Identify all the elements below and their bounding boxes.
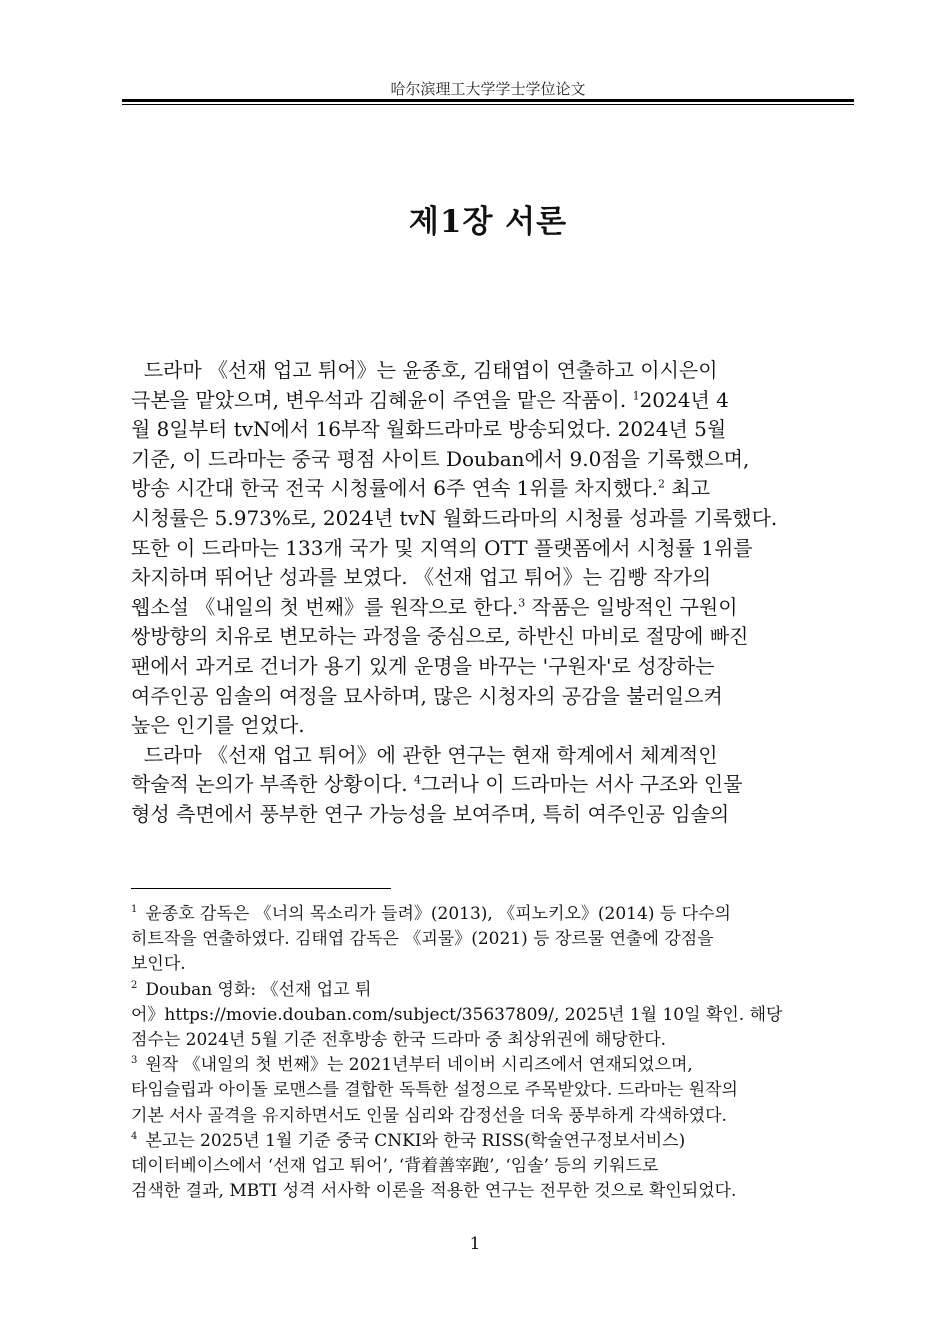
header-rule-thin	[122, 104, 854, 105]
footnote-line	[131, 927, 851, 952]
body-line-text: 형성 측면에서 풍부한 연구 가능성을 보여주며, 특히 여주인공 임솔의	[131, 801, 730, 826]
body-line	[131, 622, 851, 652]
body-line	[131, 741, 851, 771]
footnote-text: 점수는 2024년 5월 기준 전후방송 한국 드라마 중 최상위권에 해당한다.	[131, 1029, 667, 1050]
body-line-text: 여주인공 임솔의 여정을 묘사하며, 많은 시청자의 공감을 불러일으켜	[131, 683, 723, 708]
body-line	[131, 415, 851, 445]
footnote-line	[131, 1053, 851, 1078]
body-line-text-after: 그러나 이 드라마는 서사 구조와 인물	[420, 772, 743, 797]
footnote-rule	[131, 888, 391, 889]
body-line-text: 드라마 《선재 업고 튀어》는 윤종호, 김태엽이 연출하고 이시은이	[131, 358, 718, 382]
footnote-text: 히트작을 연출하였다. 김태엽 감독은 《괴물》(2021) 등 장르물 연출에 강점을	[131, 929, 714, 950]
body-line	[131, 534, 851, 564]
body-line	[131, 770, 851, 800]
footnote-line	[131, 1028, 851, 1053]
footnote-line	[131, 1154, 851, 1179]
body-line-text: 시청률은 5.973%로, 2024년 tvN 월화드라마의 시청률 성과를 기록했다.	[131, 505, 778, 530]
chapter-title: 제1장 서론	[408, 204, 568, 240]
body-line	[131, 386, 851, 416]
footnote-line	[131, 1003, 851, 1028]
body-line	[131, 504, 851, 534]
footnote-text: 보인다.	[131, 954, 186, 975]
body-line	[131, 563, 851, 593]
body-line-text: 드라마 《선재 업고 튀어》에 관한 연구는 현재 학계에서 체계적인	[131, 742, 718, 767]
body-line	[131, 445, 851, 475]
body-line-text: 극본을 맡았으며, 변우석과 김혜윤이 주연을 맡은 작품이.	[131, 387, 633, 412]
footnote-line	[131, 902, 851, 927]
body-line-text: 팬에서 과거로 건너가 용기 있게 운명을 바꾸는 '구원자'로 성장하는	[131, 653, 715, 678]
footnote-mark: 4	[131, 1131, 138, 1143]
footnote-mark: 3	[131, 1055, 138, 1067]
footnote-line	[131, 1078, 851, 1103]
body-line	[131, 800, 851, 830]
footnote-text: 기본 서사 골격을 유지하면서도 인물 심리와 감정선을 더욱 풍부하게 각색하였다.	[131, 1105, 727, 1126]
footnote-text: 데이터베이스에서 ‘선재 업고 튀어’, ‘背着善宰跑’, ‘임솔’ 등의 키워드로	[131, 1155, 659, 1176]
body-line-text-after: 2024년 4	[639, 387, 729, 412]
footnote-text: 원작 《내일의 첫 번째》는 2021년부터 네이버 시리즈에서 연재되었으며,	[145, 1055, 693, 1076]
body-line-text-after: 최고	[665, 476, 711, 501]
body-line-text: 또한 이 드라마는 133개 국가 및 지역의 OTT 플랫폼에서 시청률 1위를	[131, 535, 753, 560]
footnote-mark: 1	[131, 904, 138, 916]
page-number: 1	[469, 1234, 481, 1254]
footnote-text: 검색한 결과, MBTI 성격 서사학 이론을 적용한 연구는 전무한 것으로 확인되었다.	[131, 1181, 737, 1202]
body-line	[131, 682, 851, 712]
body-line	[131, 356, 851, 386]
body-line-text: 기준, 이 드라마는 중국 평점 사이트 Douban에서 9.0점을 기록했으며,	[131, 446, 750, 471]
footnote-ref[interactable]: 1	[632, 388, 640, 402]
body-line-text: 월 8일부터 tvN에서 16부작 월화드라마로 방송되었다. 2024년 5월	[131, 417, 727, 442]
footnote-text: 어》https://movie.douban.com/subject/35637809/, 2025년 1월 10일 확인. 해당	[131, 1004, 783, 1025]
body-line-text: 높은 인기를 얻었다.	[131, 713, 305, 738]
body-line	[131, 711, 851, 741]
footnote-text: 본고는 2025년 1월 기준 중국 CNKI와 한국 RISS(학술연구정보서비스)	[145, 1130, 686, 1151]
footnote-line	[131, 1129, 851, 1154]
body-line-text: 웹소설 《내일의 첫 번째》를 원작으로 한다.	[131, 594, 519, 619]
footnote-mark: 2	[131, 979, 138, 991]
body-line	[131, 652, 851, 682]
body-line-text: 차지하며 뛰어난 성과를 보였다. 《선재 업고 튀어》는 김빵 작가의	[131, 565, 712, 590]
footnote-ref[interactable]: 3	[518, 596, 526, 610]
footnotes	[131, 902, 851, 1204]
body-text	[131, 356, 851, 830]
header-rule-thick	[122, 99, 854, 102]
body-line-text: 방송 시간대 한국 전국 시청률에서 6주 연속 1위를 차지했다.	[131, 476, 659, 501]
footnote-text: 윤종호 감독은 《너의 목소리가 들려》(2013), 《피노키오》(2014) 등 다수의	[145, 904, 731, 924]
body-line-text-after: 작품은 일방적인 구원이	[525, 594, 738, 619]
body-line	[131, 593, 851, 623]
footnote-text: 타임슬립과 아이돌 로맨스를 결합한 독특한 설정으로 주목받았다. 드라마는 원작의	[131, 1080, 738, 1101]
footnote-line	[131, 1104, 851, 1129]
body-line-text: 쌍방향의 치유로 변모하는 과정을 중심으로, 하반신 마비로 절망에 빠진	[131, 624, 749, 649]
body-line-text: 학술적 논의가 부족한 상황이다.	[131, 772, 414, 797]
body-line	[131, 474, 851, 504]
footnote-ref[interactable]: 2	[658, 477, 666, 491]
footnote-line	[131, 978, 851, 1003]
footnote-line	[131, 952, 851, 977]
running-header: 哈尔滨理工大学学士学位论文	[390, 80, 586, 98]
footnote-ref[interactable]: 4	[413, 773, 421, 787]
footnote-text: Douban 영화: 《선재 업고 튀	[145, 979, 372, 1000]
footnote-line	[131, 1179, 851, 1204]
